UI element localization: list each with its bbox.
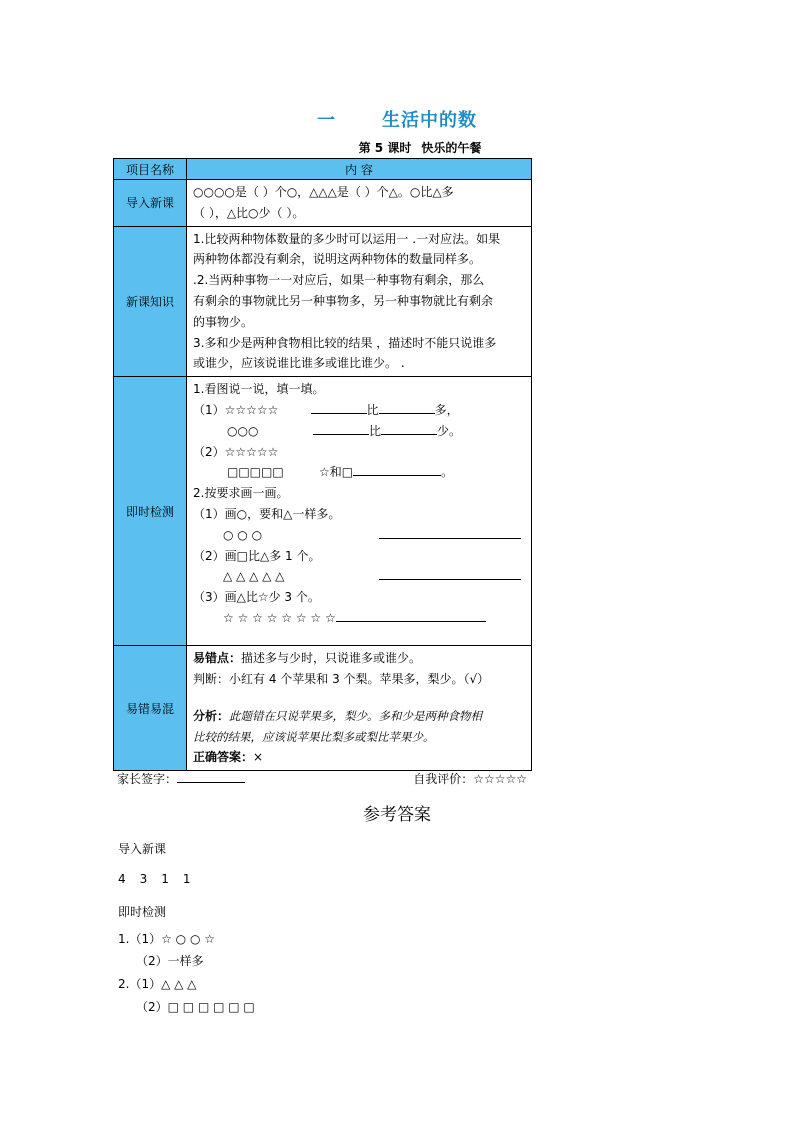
q1-2-squares: □□□□□ bbox=[227, 465, 284, 480]
q2-title: 2.按要求画一画。 bbox=[193, 486, 289, 501]
q2-2-title: （2）画□比△多 1 个。 bbox=[193, 548, 321, 563]
answers-check-label: 即时检测 bbox=[118, 905, 167, 919]
answers-intro-label: 导入新课 bbox=[118, 842, 167, 856]
row-label-intro: 导入新课 bbox=[114, 180, 187, 227]
q1-1-stars: ☆☆☆☆☆ bbox=[224, 402, 279, 417]
q2-1-shapes: ○ ○ ○ bbox=[223, 527, 263, 542]
lesson-table bbox=[113, 158, 532, 771]
check-content bbox=[187, 377, 532, 646]
blank-line bbox=[379, 413, 435, 414]
knowledge-line: .2.当两种事物一一对应后，如果一种事物有剩余，那么 bbox=[193, 273, 485, 288]
q1-2-row: （2）☆☆☆☆☆ bbox=[193, 444, 279, 459]
row-knowledge bbox=[114, 226, 532, 377]
knowledge-content bbox=[187, 226, 532, 377]
row-label-mistakes: 易错易混 bbox=[114, 646, 187, 771]
answer-1-1: 1.（1）☆ ○ ○ ☆ bbox=[118, 932, 215, 946]
unit-number: 一 bbox=[317, 110, 336, 131]
blank-line bbox=[381, 434, 437, 435]
mistake-point: 易错点：描述多与少时，只说谁多或谁少。 bbox=[193, 651, 422, 666]
answer-2-1: 2.（1）△ △ △ bbox=[118, 977, 197, 991]
drawing-line bbox=[379, 579, 521, 580]
blank-line bbox=[353, 475, 441, 476]
blank-line bbox=[311, 413, 367, 414]
intro-line-1: ○○○○是（ ）个○，△△△是（ ）个△。○比△多 bbox=[193, 185, 454, 199]
q2-1-title: （1）画○，要和△一样多。 bbox=[193, 506, 341, 521]
intro-content bbox=[187, 180, 532, 227]
knowledge-line: 有剩余的事物就比另一种事物多，另一种事物就比有剩余 bbox=[193, 293, 494, 308]
answer-1-2: （2）一样多 bbox=[136, 954, 204, 968]
header-content: 内 容 bbox=[187, 159, 532, 180]
q2-2-row bbox=[193, 566, 527, 587]
lesson-period: 第 5 课时 bbox=[358, 141, 412, 155]
blank-line bbox=[313, 434, 369, 435]
q1-title: 1.看图说一说，填一填。 bbox=[193, 382, 325, 397]
drawing-line bbox=[379, 538, 521, 539]
knowledge-line: 的事物少。 bbox=[193, 314, 254, 329]
row-label-check: 即时检测 bbox=[114, 377, 187, 646]
intro-line-2: （ ），△比○少（ ）。 bbox=[193, 205, 305, 220]
lesson-name: 快乐的午餐 bbox=[421, 141, 482, 155]
q1-1-circles: ○○○ bbox=[227, 423, 259, 438]
mistakes-content bbox=[187, 646, 532, 771]
unit-name: 生活中的数 bbox=[382, 110, 477, 131]
lesson-title bbox=[300, 139, 540, 156]
knowledge-line: 或谁少，应该说谁比谁多或谁比谁少。 . bbox=[193, 356, 405, 371]
answers-title: 参考答案 bbox=[363, 805, 431, 825]
answer-2-2: （2）□ □ □ □ □ □ bbox=[136, 1000, 255, 1014]
footer-row bbox=[117, 770, 527, 787]
q2-1-row bbox=[193, 525, 527, 546]
knowledge-line: 3.多和少是两种食物相比较的结果 ，描述时不能只说谁多 bbox=[193, 335, 497, 350]
header-item-name: 项目名称 bbox=[114, 159, 187, 180]
knowledge-line: 两种物体都没有剩余，说明这两种物体的数量同样多。 bbox=[193, 252, 482, 267]
analysis-line-2: 比较的结果，应该说苹果比梨多或梨比苹果少。 bbox=[193, 729, 435, 744]
drawing-line bbox=[336, 621, 486, 622]
row-check bbox=[114, 377, 532, 646]
table-header-row bbox=[114, 159, 532, 180]
q2-3-row bbox=[193, 608, 527, 629]
q2-2-shapes: △ △ △ △ △ bbox=[223, 569, 285, 584]
parent-sign-label: 家长签字： bbox=[117, 772, 178, 786]
mistake-judge: 判断：小红有 4 个苹果和 3 个梨。苹果多，梨少。（√） bbox=[193, 671, 490, 686]
correct-answer: 正确答案：× bbox=[193, 750, 264, 765]
row-mistakes bbox=[114, 646, 532, 771]
knowledge-line: 1.比较两种物体数量的多少时可以运用一 .一对应法。如果 bbox=[193, 231, 501, 246]
unit-title bbox=[0, 106, 794, 132]
self-eval: 自我评价：☆☆☆☆☆ bbox=[413, 772, 527, 786]
q1-2-stars: ☆☆☆☆☆ bbox=[224, 444, 279, 459]
q1-1-circles-row: ○○○ 比 少。 bbox=[193, 421, 527, 442]
analysis-line-1: 分析：此题错在只说苹果多，梨少。多和少是两种食物相 bbox=[193, 708, 483, 723]
row-intro bbox=[114, 180, 532, 227]
answers-intro-values: 4 3 1 1 bbox=[118, 872, 191, 886]
q1-1-row: （1）☆☆☆☆☆ 比 多， bbox=[193, 400, 527, 421]
q2-3-shapes: ☆ ☆ ☆ ☆ ☆ ☆ ☆ ☆ bbox=[223, 610, 336, 625]
row-label-knowledge: 新课知识 bbox=[114, 226, 187, 377]
parent-sign-field[interactable] bbox=[177, 782, 245, 783]
q1-2-squares-row: □□□□□ ☆和□ 。 bbox=[193, 462, 527, 483]
q2-3-title: （3）画△比☆少 3 个。 bbox=[193, 590, 320, 605]
